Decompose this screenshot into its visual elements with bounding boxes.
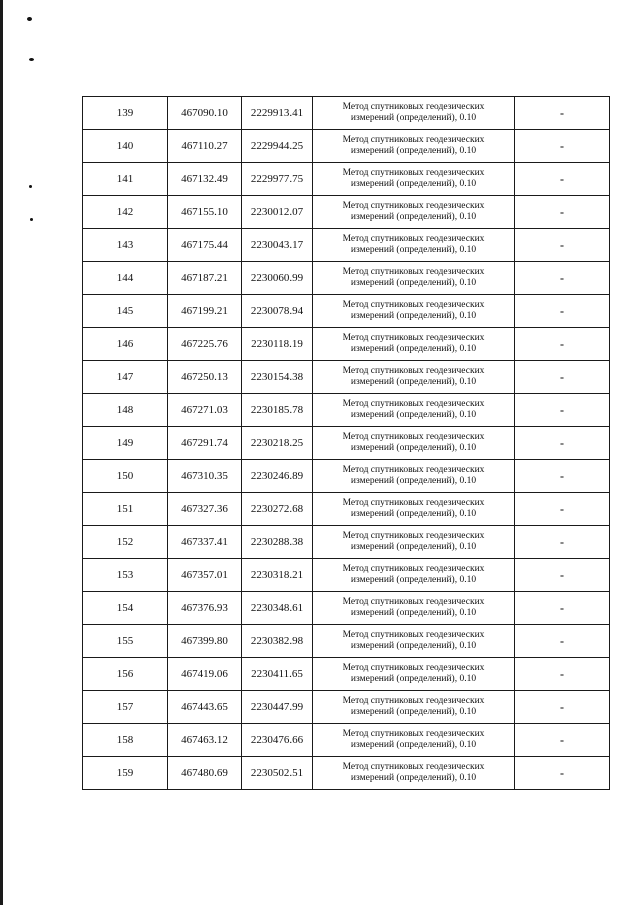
- y-coordinate-cell: 2230218.25: [242, 427, 313, 460]
- description-cell: -: [515, 427, 610, 460]
- x-coordinate-cell: 467271.03: [168, 394, 242, 427]
- description-cell: -: [515, 493, 610, 526]
- point-number-cell: 143: [83, 229, 168, 262]
- point-number-cell: 159: [83, 757, 168, 790]
- description-cell: -: [515, 757, 610, 790]
- y-coordinate-cell: 2230272.68: [242, 493, 313, 526]
- point-number-cell: 156: [83, 658, 168, 691]
- y-coordinate-cell: 2229944.25: [242, 130, 313, 163]
- method-text-line-2: измерений (определений), 0.10: [350, 641, 477, 651]
- method-text-line-2: измерений (определений), 0.10: [350, 509, 477, 519]
- method-text-line-2: измерений (определений), 0.10: [350, 773, 477, 783]
- table-row: [83, 559, 610, 592]
- x-coordinate-cell: 467291.74: [168, 427, 242, 460]
- table-row: [83, 262, 610, 295]
- x-coordinate-cell: 467132.49: [168, 163, 242, 196]
- method-cell: [313, 130, 515, 163]
- y-coordinate-cell: 2230382.98: [242, 625, 313, 658]
- method-cell: [313, 196, 515, 229]
- point-number-cell: 142: [83, 196, 168, 229]
- table-row: [83, 658, 610, 691]
- method-text-line-1: Метод спутниковых геодезических: [342, 498, 485, 508]
- method-text-line-2: измерений (определений), 0.10: [350, 179, 477, 189]
- point-number-cell: 153: [83, 559, 168, 592]
- description-cell: -: [515, 658, 610, 691]
- coordinates-table-body: [83, 97, 610, 790]
- method-text-line-1: Метод спутниковых геодезических: [342, 366, 485, 376]
- description-cell: -: [515, 691, 610, 724]
- x-coordinate-cell: 467480.69: [168, 757, 242, 790]
- method-cell: [313, 493, 515, 526]
- method-text-line-2: измерений (определений), 0.10: [350, 476, 477, 486]
- x-coordinate-cell: 467399.80: [168, 625, 242, 658]
- method-text-line-1: Метод спутниковых геодезических: [342, 399, 485, 409]
- method-text-line-1: Метод спутниковых геодезических: [342, 531, 485, 541]
- method-cell: [313, 229, 515, 262]
- table-row: [83, 130, 610, 163]
- description-cell: -: [515, 163, 610, 196]
- method-cell: [313, 724, 515, 757]
- point-number-cell: 149: [83, 427, 168, 460]
- method-text-line-2: измерений (определений), 0.10: [350, 311, 477, 321]
- description-cell: -: [515, 559, 610, 592]
- x-coordinate-cell: 467187.21: [168, 262, 242, 295]
- table-row: [83, 691, 610, 724]
- point-number-cell: 158: [83, 724, 168, 757]
- y-coordinate-cell: 2230154.38: [242, 361, 313, 394]
- y-coordinate-cell: 2230060.99: [242, 262, 313, 295]
- method-text-line-2: измерений (определений), 0.10: [350, 212, 477, 222]
- table-row: [83, 625, 610, 658]
- point-number-cell: 140: [83, 130, 168, 163]
- y-coordinate-cell: 2230078.94: [242, 295, 313, 328]
- table-row: [83, 295, 610, 328]
- method-cell: [313, 625, 515, 658]
- method-text-line-1: Метод спутниковых геодезических: [342, 234, 485, 244]
- description-cell: -: [515, 394, 610, 427]
- y-coordinate-cell: 2229977.75: [242, 163, 313, 196]
- method-cell: [313, 163, 515, 196]
- x-coordinate-cell: 467175.44: [168, 229, 242, 262]
- x-coordinate-cell: 467110.27: [168, 130, 242, 163]
- table-row: [83, 361, 610, 394]
- method-cell: [313, 394, 515, 427]
- point-number-cell: 150: [83, 460, 168, 493]
- table-row: [83, 592, 610, 625]
- description-cell: -: [515, 295, 610, 328]
- table-row: [83, 328, 610, 361]
- method-text-line-1: Метод спутниковых геодезических: [342, 762, 485, 772]
- table-row: [83, 229, 610, 262]
- method-text-line-1: Метод спутниковых геодезических: [342, 696, 485, 706]
- description-cell: -: [515, 724, 610, 757]
- x-coordinate-cell: 467090.10: [168, 97, 242, 130]
- method-text-line-1: Метод спутниковых геодезических: [342, 729, 485, 739]
- method-text-line-1: Метод спутниковых геодезических: [342, 597, 485, 607]
- scan-speck: [30, 218, 33, 221]
- point-number-cell: 152: [83, 526, 168, 559]
- y-coordinate-cell: 2230043.17: [242, 229, 313, 262]
- method-cell: [313, 328, 515, 361]
- y-coordinate-cell: 2230185.78: [242, 394, 313, 427]
- method-text-line-1: Метод спутниковых геодезических: [342, 630, 485, 640]
- method-text-line-2: измерений (определений), 0.10: [350, 245, 477, 255]
- description-cell: -: [515, 196, 610, 229]
- method-text-line-1: Метод спутниковых геодезических: [342, 663, 485, 673]
- method-cell: [313, 691, 515, 724]
- method-cell: [313, 262, 515, 295]
- point-number-cell: 154: [83, 592, 168, 625]
- x-coordinate-cell: 467376.93: [168, 592, 242, 625]
- method-text-line-2: измерений (определений), 0.10: [350, 410, 477, 420]
- coordinates-table: [82, 96, 610, 790]
- method-text-line-2: измерений (определений), 0.10: [350, 146, 477, 156]
- method-text-line-2: измерений (определений), 0.10: [350, 377, 477, 387]
- y-coordinate-cell: 2230502.51: [242, 757, 313, 790]
- method-text-line-2: измерений (определений), 0.10: [350, 674, 477, 684]
- point-number-cell: 148: [83, 394, 168, 427]
- x-coordinate-cell: 467225.76: [168, 328, 242, 361]
- table-row: [83, 97, 610, 130]
- method-cell: [313, 658, 515, 691]
- table-row: [83, 394, 610, 427]
- y-coordinate-cell: 2230288.38: [242, 526, 313, 559]
- description-cell: -: [515, 592, 610, 625]
- x-coordinate-cell: 467419.06: [168, 658, 242, 691]
- x-coordinate-cell: 467250.13: [168, 361, 242, 394]
- point-number-cell: 144: [83, 262, 168, 295]
- x-coordinate-cell: 467310.35: [168, 460, 242, 493]
- point-number-cell: 141: [83, 163, 168, 196]
- description-cell: -: [515, 262, 610, 295]
- description-cell: -: [515, 460, 610, 493]
- y-coordinate-cell: 2230246.89: [242, 460, 313, 493]
- description-cell: -: [515, 97, 610, 130]
- method-cell: [313, 427, 515, 460]
- scan-speck: [29, 185, 32, 188]
- description-cell: -: [515, 625, 610, 658]
- method-text-line-1: Метод спутниковых геодезических: [342, 201, 485, 211]
- method-text-line-2: измерений (определений), 0.10: [350, 113, 477, 123]
- method-text-line-1: Метод спутниковых геодезических: [342, 432, 485, 442]
- point-number-cell: 147: [83, 361, 168, 394]
- y-coordinate-cell: 2230318.21: [242, 559, 313, 592]
- description-cell: -: [515, 361, 610, 394]
- method-cell: [313, 559, 515, 592]
- method-text-line-1: Метод спутниковых геодезических: [342, 300, 485, 310]
- y-coordinate-cell: 2230348.61: [242, 592, 313, 625]
- point-number-cell: 151: [83, 493, 168, 526]
- method-cell: [313, 526, 515, 559]
- method-text-line-1: Метод спутниковых геодезических: [342, 465, 485, 475]
- method-text-line-2: измерений (определений), 0.10: [350, 542, 477, 552]
- table-row: [83, 163, 610, 196]
- x-coordinate-cell: 467443.65: [168, 691, 242, 724]
- method-text-line-1: Метод спутниковых геодезических: [342, 135, 485, 145]
- description-cell: -: [515, 526, 610, 559]
- method-cell: [313, 592, 515, 625]
- x-coordinate-cell: 467337.41: [168, 526, 242, 559]
- description-cell: -: [515, 328, 610, 361]
- method-text-line-1: Метод спутниковых геодезических: [342, 267, 485, 277]
- table-row: [83, 757, 610, 790]
- x-coordinate-cell: 467357.01: [168, 559, 242, 592]
- method-cell: [313, 460, 515, 493]
- table-row: [83, 526, 610, 559]
- x-coordinate-cell: 467327.36: [168, 493, 242, 526]
- y-coordinate-cell: 2230118.19: [242, 328, 313, 361]
- y-coordinate-cell: 2230476.66: [242, 724, 313, 757]
- x-coordinate-cell: 467199.21: [168, 295, 242, 328]
- method-text-line-2: измерений (определений), 0.10: [350, 707, 477, 717]
- table-row: [83, 493, 610, 526]
- table-row: [83, 460, 610, 493]
- method-text-line-1: Метод спутниковых геодезических: [342, 564, 485, 574]
- table-row: [83, 427, 610, 460]
- x-coordinate-cell: 467463.12: [168, 724, 242, 757]
- table-row: [83, 724, 610, 757]
- table-row: [83, 196, 610, 229]
- method-text-line-2: измерений (определений), 0.10: [350, 608, 477, 618]
- x-coordinate-cell: 467155.10: [168, 196, 242, 229]
- point-number-cell: 146: [83, 328, 168, 361]
- scan-speck: [27, 17, 32, 21]
- description-cell: -: [515, 130, 610, 163]
- point-number-cell: 139: [83, 97, 168, 130]
- method-text-line-2: измерений (определений), 0.10: [350, 575, 477, 585]
- method-text-line-2: измерений (определений), 0.10: [350, 278, 477, 288]
- method-text-line-1: Метод спутниковых геодезических: [342, 333, 485, 343]
- method-text-line-2: измерений (определений), 0.10: [350, 740, 477, 750]
- scan-border: [0, 0, 3, 905]
- method-cell: [313, 361, 515, 394]
- method-text-line-2: измерений (определений), 0.10: [350, 443, 477, 453]
- point-number-cell: 155: [83, 625, 168, 658]
- method-cell: [313, 757, 515, 790]
- scan-speck: [29, 58, 34, 61]
- point-number-cell: 157: [83, 691, 168, 724]
- method-text-line-2: измерений (определений), 0.10: [350, 344, 477, 354]
- method-text-line-1: Метод спутниковых геодезических: [342, 102, 485, 112]
- method-text-line-1: Метод спутниковых геодезических: [342, 168, 485, 178]
- y-coordinate-cell: 2230012.07: [242, 196, 313, 229]
- point-number-cell: 145: [83, 295, 168, 328]
- method-cell: [313, 97, 515, 130]
- y-coordinate-cell: 2230447.99: [242, 691, 313, 724]
- y-coordinate-cell: 2229913.41: [242, 97, 313, 130]
- description-cell: -: [515, 229, 610, 262]
- method-cell: [313, 295, 515, 328]
- y-coordinate-cell: 2230411.65: [242, 658, 313, 691]
